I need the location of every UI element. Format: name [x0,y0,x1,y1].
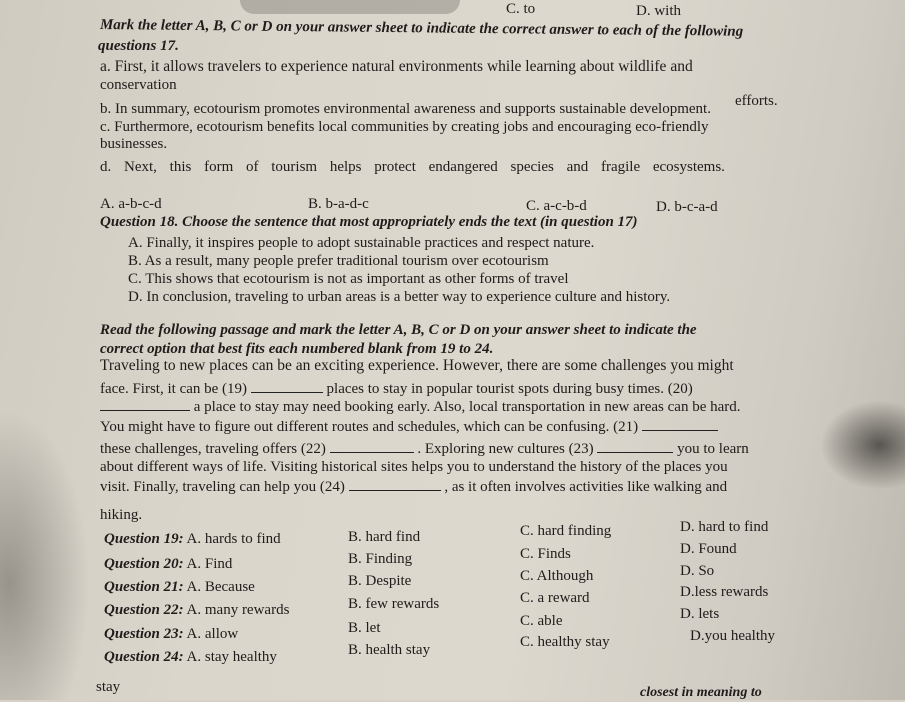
passage-text: face. First, it can be (19) [100,381,248,397]
q24-option-d[interactable]: D.you healthy [690,628,775,644]
q20-option-d[interactable]: D. Found [680,541,737,557]
blank-23 [597,440,673,453]
q19-option-d[interactable]: D. hard to find [680,519,769,535]
q21-option-b[interactable]: B. Despite [348,573,412,589]
blank-24 [349,478,441,491]
q24-option-c[interactable]: C. healthy stay [520,634,610,650]
blank-20 [100,398,190,411]
bottom-fragment: closest in meaning to [640,685,762,700]
q17-sentence-c-cont: businesses. [100,136,168,152]
q17-option-b[interactable]: B. b-a-d-c [308,196,369,212]
shadow [0,410,90,700]
q23-option-d[interactable]: D. lets [680,606,720,622]
blank-22 [330,440,414,453]
passage-text: you to learn [677,441,749,457]
passage-text: . Exploring new cultures (23) [417,441,594,457]
passage-text: You might have to figure out different routes and schedules, which can be confusing. (21) [100,419,639,435]
q18-option-a[interactable]: A. Finally, it inspires people to adopt sustainable practices and respect nature. [128,235,595,251]
q20-option-b[interactable]: B. Finding [348,551,413,567]
q19-option-c[interactable]: C. hard finding [520,523,612,539]
passage-line [100,398,741,416]
passage-instruction: Read the following passage and mark the letter A, B, C or D on your answer sheet to indicate the [100,322,697,338]
shadow [240,0,460,14]
q23-option-c[interactable]: C. able [520,613,563,629]
question-20-label: Question 20: A. Find [104,556,233,572]
question-23-label: Question 23: A. allow [104,626,239,642]
shadow [820,400,905,490]
passage-line: about different ways of life. Visiting historical sites helps you to understand the history of the places you [100,459,728,475]
q23-option-a[interactable]: A. allow [186,626,239,642]
q20-option-c[interactable]: C. Finds [520,546,571,562]
q22-option-c[interactable]: C. a reward [520,590,590,606]
q17-sentence-a: a. First, it allows travelers to experience natural environments while learning about wildlife and [100,58,693,75]
q20-option-a[interactable]: A. Find [186,556,233,572]
blank-21 [642,418,718,431]
q24-option-a[interactable]: A. stay healthy [186,649,277,665]
q22-option-d[interactable]: D.less rewards [680,584,769,600]
q17-sentence-b: b. In summary, ecotourism promotes environmental awareness and supports sustainable development. [100,101,711,117]
q24-option-b[interactable]: B. health stay [348,642,431,658]
passage-instruction-cont: correct option that best fits each numbered blank from 19 to 24. [100,341,494,357]
q17-sentence-c: c. Furthermore, ecotourism benefits local communities by creating jobs and encouraging eco-friendly [100,119,709,135]
question-24-label: Question 24: A. stay healthy [104,649,277,665]
question-21-label: Question 21: A. Because [104,579,255,595]
q18-option-d[interactable]: D. In conclusion, traveling to urban areas is a better way to experience culture and history. [128,289,671,305]
top-option-c: C. to [506,1,536,17]
bottom-word: stay [96,679,121,695]
q19-option-a[interactable]: A. hards to find [186,531,281,547]
q18-title: Question 18. Choose the sentence that most appropriately ends the text (in question 17) [100,214,638,230]
passage-line [100,380,693,398]
q17-sentence-d: d. Next, this form of tourism helps protect endangered species and fragile ecosystems. [100,159,725,175]
passage-line: Traveling to new places can be an exciting experience. However, there are some challenges you might [100,357,734,374]
q21-option-d[interactable]: D. So [680,563,715,579]
q22-option-a[interactable]: A. many rewards [186,602,290,618]
q22-option-b[interactable]: B. few rewards [348,596,440,612]
blank-19 [251,380,323,393]
passage-text: places to stay in popular tourist spots during busy times. (20) [326,381,693,397]
question-22-label: Question 22: A. many rewards [104,602,290,618]
q17-sentence-a-end: efforts. [735,93,778,109]
q17-instruction: Mark the letter A, B, C or D on your answer sheet to indicate the correct answer to each of the following [99,17,744,40]
top-option-d: D. with [636,3,681,19]
q17-option-a[interactable]: A. a-b-c-d [100,196,162,212]
passage-text: visit. Finally, traveling can help you (24) [100,479,345,495]
q21-option-a[interactable]: A. Because [186,579,255,595]
passage-text: a place to stay may need booking early. Also, local transportation in new areas can be hard. [193,399,741,415]
passage-line [100,478,727,496]
q21-option-c[interactable]: C. Although [520,568,594,584]
passage-line [100,418,718,436]
q17-option-c[interactable]: C. a-c-b-d [526,198,587,214]
q18-option-c[interactable]: C. This shows that ecotourism is not as important as other forms of travel [128,271,569,287]
q18-option-b[interactable]: B. As a result, many people prefer traditional tourism over ecotourism [128,253,549,269]
q17-instruction-cont: questions 17. [98,38,179,54]
q17-option-d[interactable]: D. b-c-a-d [656,199,718,215]
q23-option-b[interactable]: B. let [348,620,381,636]
q17-sentence-a-cont: conservation [100,77,177,93]
q19-option-b[interactable]: B. hard find [348,529,421,545]
passage-text: , as it often involves activities like walking and [444,479,728,495]
passage-line: hiking. [100,507,143,523]
passage-line [100,440,749,458]
question-19-label: Question 19: A. hards to find [104,531,281,547]
passage-text: these challenges, traveling offers (22) [100,441,326,457]
